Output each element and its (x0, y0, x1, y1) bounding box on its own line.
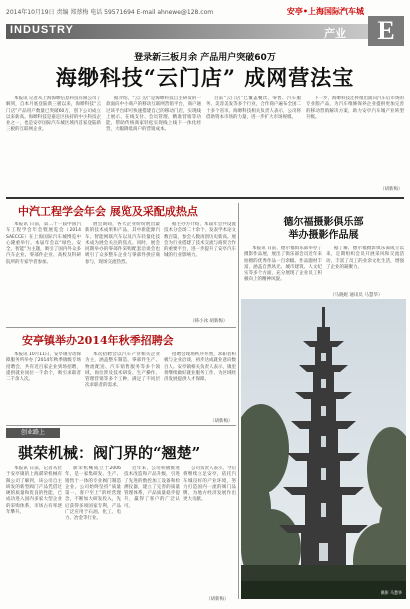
story3-col-1 (6, 352, 81, 422)
photo-caption: 摄影 马慧华 (380, 590, 402, 595)
story3-col-3 (164, 352, 236, 416)
paragraph: 本次招聘会以汽车产业相关企业为主，涵盖整车制造、零部件生产、物流配送、汽车销售服务等多个领域，岗位涉及技术研发、生产操作、管理营销等多个工种，满足了不同层次求职者的需求。 (85, 352, 160, 389)
paragraph: 本报讯 日前，第二十一届中国汽车工程学会年会暨展览会（2014 SAECCE）在上海国际汽车城博览中心隆重举行。本届年会以“绿色、安全、智能”为主题，吸引了国内外众多汽车企业、零部件企业、高校及科研院所的专家学者参加。 (6, 222, 81, 265)
paragraph: 本报讯 日前，记者从位于安亭镇的上海骐荣机械有限公司了解到，该公司自主研发的新型阀门产品凭借过硬的质量和优良的性能，已成功进入国内多家大型企业的采购体系，市场占有率逐年攀升。 (6, 466, 62, 516)
section-header (6, 16, 404, 45)
story2-col-3 (164, 222, 236, 316)
story2-reporter: （韩小冰 胡新梅） (190, 319, 228, 324)
story2-col-2 (85, 222, 160, 322)
paragraph: 据介绍，“云门店”是海缈科技自主研发的一款面向中小商户的移动互联网营销平台，商户通过该平台即可快速搭建自己的移动门店，实现线上展示、在线支付、会员管理、精准营销等功能，帮助传统商家轻松实现线上线下一体化经营，大幅降低商户的营销成本。 (106, 96, 201, 133)
lead-col-2 (106, 96, 201, 192)
photo-text-col-1 (244, 246, 322, 298)
issue-info: 2014年10月19日 责编 郑蔡梅 电话 59571694 E-mail ahnewe@128.com (6, 9, 214, 16)
story2-col-1 (6, 222, 81, 322)
story4-col-1 (6, 466, 62, 602)
lead-col-1 (6, 96, 101, 192)
story4-col-2 (65, 466, 121, 602)
paragraph: 目前“云门店”已覆盖餐饮、零售、汽车服务、美容美发等多个行业，合作商户遍布全国二十多个省市。海缈科技相关负责人表示，公司将借助资本市场的力量，进一步扩大市场规模。 (206, 96, 301, 120)
story3-title: 安亭镇举办2014年秋季招聘会 (22, 334, 174, 347)
lead-col-4 (306, 96, 404, 186)
photo-title-line: 德尔福摄影俱乐部 举办摄影作品展 (283, 217, 364, 241)
story3-reporter: （胡新梅） (210, 419, 233, 424)
lead-col-3 (206, 96, 301, 192)
paragraph: 骐荣机械成立于2006年，是一家集研发、生产、销售于一体的专业阀门制造企业。公司始终坚持“质量第一、客户至上”的经营理念，不断加大研发投入，先后获得多项国家专利，产品广泛应用于石油、化工、电力、冶金等行业。 (65, 466, 121, 522)
paragraph: 本报讯 10月11日，安亭镇劳动保障服务所举办了2014年秋季镇级专场招聘会，共有近百家企业到场招聘，提供就业岗位一千余个，吸引求职者二千余人次。 (6, 352, 81, 383)
divider (6, 425, 236, 426)
paragraph: 本报讯 日前，德尔福俱乐部举办了摄影作品展，展出了俱乐部会员近年来拍摄的优秀作品一百余幅。作品题材丰富，涵盖自然风光、城市建筑、人文纪实等多个方面，充分展现了企业员工积极向上的精神风貌。 (244, 246, 322, 283)
section-label-cn: 产业 (324, 27, 346, 40)
paragraph: 公司负责人表示，今后将继续立足安亭，依托汽车城良好的产业环境，努力打造国内一流的阀门品牌，为地方经济发展作出更大贡献。 (183, 466, 236, 503)
paragraph: 本报讯 记者从上海海缈信息科技有限公司了解到，自本月底登陆新三板以来，海缈科技“云门店”产品用户数量已突破60万，创下公司成立以来新高。海缈科技是嘉定区扶持的中小科技企业之一，也是安亭国际汽车城区域内首家登陆新三板的互联网企业。 (6, 96, 101, 133)
section-label-en: INDUSTRY (10, 24, 74, 36)
pagoda-illustration (241, 299, 406, 599)
section-letter: E (368, 16, 404, 46)
paragraph: 招聘会现场秩序井然，求职者积极与企业洽谈，初步达成就业意向数百人。安亭镇相关负责人表示，镇里将继续做好就业服务工作，为区域经济发展提供人才保障。 (164, 352, 236, 383)
paragraph: 下一步，海缈科技还将推出面向汽车后市场的专业版产品，为汽车维修保养企业提供更加完善的移动营销解决方案，助力安亭汽车城产业转型升级。 (306, 96, 404, 120)
story2-title: 中汽工程学会年会 展览及采配成热点 (18, 205, 198, 218)
paragraph: 据主办方介绍，本届年会共设置技术分会场二十余个，发表学术论文数百篇，参会人数再创历史新高。展会为行业搭建了技术交流与商贸合作的重要平台，进一步提升了安亭汽车城的行业影响力。 (164, 222, 236, 259)
photo-text-col-2 (326, 246, 404, 292)
paragraph: 近年来，公司积极推进技术改造和产品升级，引进了先进的数控加工设备和检测仪器，建立了完善的质量管理体系，产品质量稳步提升，赢得了客户的广泛认可。 (124, 466, 180, 509)
lead-subheadline: 登录新三板月余 产品用户突破60万 (134, 53, 276, 63)
story4-col-4 (183, 466, 236, 594)
column-tag: 创业路上 (6, 428, 60, 438)
story4-reporter: （胡新梅） (206, 597, 229, 602)
story3-col-2 (85, 352, 160, 422)
divider (6, 197, 404, 199)
edition-name: 安亭•上海国际汽车城 (286, 7, 364, 16)
pagoda-photo (241, 299, 406, 599)
lead-reporter: （胡新梅） (380, 187, 403, 192)
paragraph: 展会期间，各大企业纷纷展出最新的技术成果和产品，其中新能源汽车、智能网联汽车以及汽车轻量化技术成为展会关注的焦点。同时，展会同期举办的零部件采购配套洽谈会也吸引了众多整车企业与零部件供应商参与，现场交流热烈。 (85, 222, 160, 265)
photo-reporter: （马晓妮 通讯员 马慧华） (330, 293, 383, 298)
divider (6, 327, 236, 328)
top-meta-bar (6, 4, 404, 18)
photo-feature-title (241, 216, 406, 242)
story4-col-3 (124, 466, 180, 602)
paragraph: 据了解，德尔福摄影俱乐部成立以来，定期组织会员开展采风和交流活动，丰富了员工的业余文化生活，增强了企业的凝聚力。 (326, 246, 404, 270)
column-divider (238, 203, 239, 599)
story4-title: 骐荣机械：阀门界的“翘楚” (18, 444, 201, 462)
lead-headline: 海缈科技“云门店” 成网营法宝 (55, 65, 355, 90)
